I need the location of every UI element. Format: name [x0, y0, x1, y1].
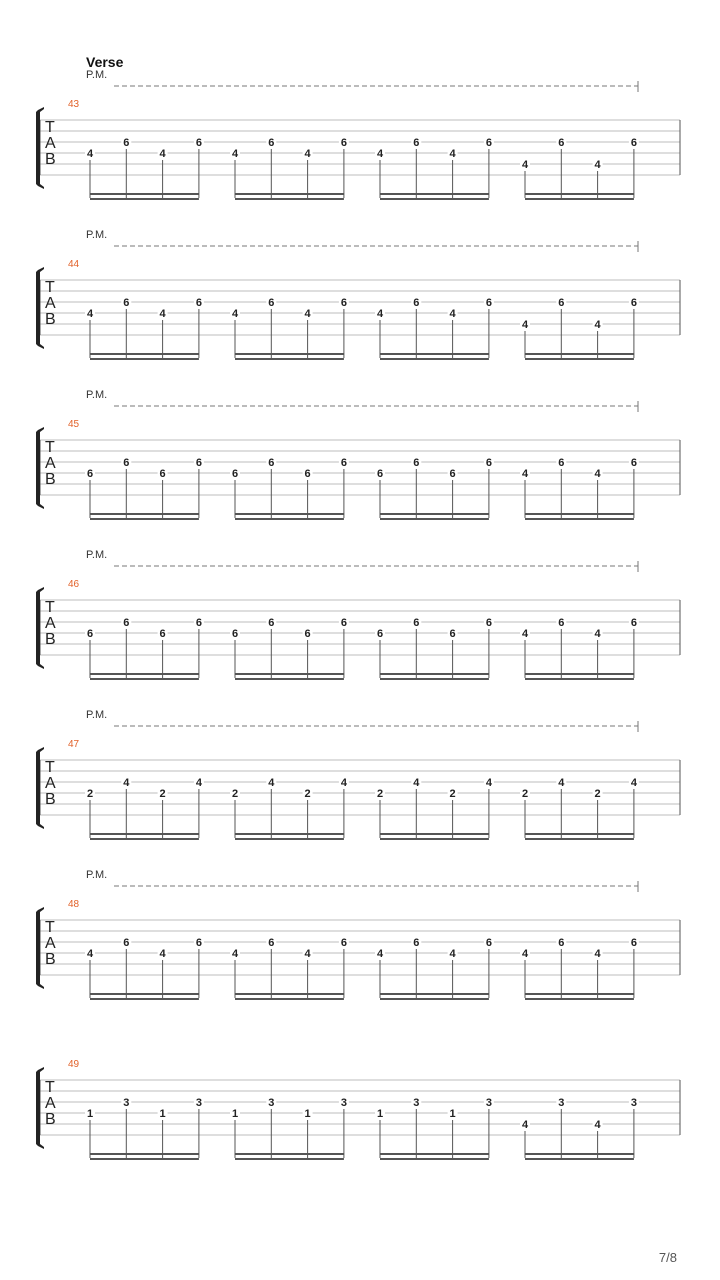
fret-number: 3: [268, 1097, 275, 1109]
fret-number: 4: [594, 1119, 601, 1131]
fret-number: 3: [123, 1097, 130, 1109]
tab-system: [0, 704, 720, 864]
fret-number: 6: [86, 468, 94, 480]
beam: [380, 998, 489, 1000]
fret-number: 6: [630, 617, 637, 629]
palm-mute-label: P.M.: [86, 549, 108, 561]
fret-number: 6: [195, 617, 202, 629]
beam: [235, 353, 344, 355]
fret-number: 4: [594, 468, 601, 480]
fret-number: 4: [558, 777, 565, 789]
fret-number: 4: [594, 628, 601, 640]
fret-number: 2: [159, 788, 166, 800]
measure-number: 46: [68, 579, 80, 590]
fret-number: 3: [558, 1097, 565, 1109]
beam: [235, 193, 344, 195]
beam: [235, 513, 344, 515]
tab-clef-letter: B: [45, 1111, 56, 1128]
beam: [90, 1153, 199, 1155]
beam: [90, 198, 199, 200]
beam: [380, 513, 489, 515]
beam: [90, 998, 199, 1000]
fret-number: 6: [159, 628, 166, 640]
fret-number: 6: [413, 297, 420, 309]
fret-number: 6: [268, 137, 275, 149]
tab-clef-letter: T: [45, 599, 55, 616]
fret-number: 6: [195, 137, 202, 149]
beam: [90, 358, 199, 360]
system-bracket: [36, 107, 44, 189]
fret-number: 6: [413, 617, 420, 629]
fret-number: 1: [86, 1108, 94, 1120]
fret-number: 4: [521, 1119, 529, 1131]
beam: [380, 838, 489, 840]
tab-clef-letter: B: [45, 951, 56, 968]
tab-clef-letter: B: [45, 791, 56, 808]
tab-staff-svg: [0, 64, 720, 224]
tab-staff-svg: [0, 384, 720, 544]
fret-number: 1: [231, 1108, 239, 1120]
beam: [525, 833, 634, 835]
tab-system: [0, 864, 720, 1024]
page-number: 7/8: [658, 1250, 677, 1265]
beam: [380, 198, 489, 200]
beam: [90, 993, 199, 995]
fret-number: 2: [304, 788, 311, 800]
beam: [380, 518, 489, 520]
fret-number: 6: [558, 457, 565, 469]
tab-clef-letter: T: [45, 1079, 55, 1096]
tab-clef-letter: A: [45, 295, 56, 312]
tab-clef-letter: T: [45, 279, 55, 296]
fret-number: 4: [123, 777, 130, 789]
beam: [525, 1153, 634, 1155]
fret-number: 4: [231, 148, 239, 160]
fret-number: 4: [159, 148, 166, 160]
system-bracket: [36, 267, 44, 349]
fret-number: 6: [449, 468, 456, 480]
palm-mute-label: P.M.: [86, 69, 108, 81]
beam: [90, 513, 199, 515]
fret-number: 6: [195, 937, 202, 949]
measure-number: 44: [68, 259, 80, 270]
tab-clef-letter: A: [45, 135, 56, 152]
fret-number: 2: [231, 788, 239, 800]
fret-number: 6: [558, 137, 565, 149]
fret-number: 4: [521, 628, 529, 640]
section-title: Verse: [86, 54, 124, 70]
beam: [235, 833, 344, 835]
beam: [380, 358, 489, 360]
beam: [525, 198, 634, 200]
fret-number: 6: [123, 457, 130, 469]
tab-staff-svg: [0, 1024, 720, 1184]
beam: [525, 358, 634, 360]
fret-number: 4: [376, 308, 384, 320]
fret-number: 6: [413, 137, 420, 149]
measure-number: 47: [68, 739, 80, 750]
tab-clef-letter: T: [45, 439, 55, 456]
fret-number: 4: [376, 148, 384, 160]
fret-number: 2: [521, 788, 529, 800]
fret-number: 4: [594, 319, 601, 331]
measure-number: 43: [68, 99, 80, 110]
beam: [90, 678, 199, 680]
fret-number: 6: [630, 297, 637, 309]
fret-number: 2: [594, 788, 601, 800]
fret-number: 6: [630, 937, 637, 949]
tab-system: [0, 544, 720, 704]
fret-number: 6: [304, 468, 311, 480]
fret-number: 6: [376, 468, 384, 480]
fret-number: 6: [231, 468, 239, 480]
fret-number: 3: [630, 1097, 637, 1109]
beam: [525, 353, 634, 355]
fret-number: 4: [630, 777, 637, 789]
beam: [525, 993, 634, 995]
tab-staff-svg: [0, 544, 720, 704]
fret-number: 6: [340, 937, 347, 949]
fret-number: 6: [630, 457, 637, 469]
fret-number: 3: [340, 1097, 347, 1109]
beam: [90, 833, 199, 835]
beam: [525, 1158, 634, 1160]
beam: [525, 838, 634, 840]
tab-clef-letter: T: [45, 119, 55, 136]
tab-system: [0, 1024, 720, 1184]
beam: [525, 513, 634, 515]
fret-number: 6: [268, 297, 275, 309]
tab-system: [0, 224, 720, 384]
beam: [235, 678, 344, 680]
system-bracket: [36, 427, 44, 509]
fret-number: 6: [558, 297, 565, 309]
fret-number: 1: [449, 1108, 456, 1120]
palm-mute-label: P.M.: [86, 229, 108, 241]
fret-number: 4: [449, 148, 456, 160]
tab-clef-letter: A: [45, 775, 56, 792]
fret-number: 6: [449, 628, 456, 640]
fret-number: 2: [449, 788, 456, 800]
beam: [380, 193, 489, 195]
fret-number: 6: [558, 937, 565, 949]
beam: [90, 673, 199, 675]
fret-number: 4: [159, 308, 166, 320]
tab-clef-letter: A: [45, 455, 56, 472]
beam: [525, 998, 634, 1000]
fret-number: 6: [485, 617, 492, 629]
fret-number: 4: [86, 948, 94, 960]
fret-number: 6: [340, 617, 347, 629]
measure-number: 45: [68, 419, 80, 430]
beam: [525, 518, 634, 520]
beam: [235, 518, 344, 520]
fret-number: 6: [195, 457, 202, 469]
fret-number: 4: [86, 308, 94, 320]
palm-mute-label: P.M.: [86, 869, 108, 881]
tab-staff-svg: [0, 704, 720, 864]
fret-number: 4: [521, 948, 529, 960]
fret-number: 6: [231, 628, 239, 640]
tab-clef-letter: A: [45, 1095, 56, 1112]
fret-number: 4: [86, 148, 94, 160]
fret-number: 6: [413, 937, 420, 949]
fret-number: 6: [413, 457, 420, 469]
fret-number: 4: [340, 777, 347, 789]
tab-clef-letter: B: [45, 631, 56, 648]
beam: [235, 198, 344, 200]
beam: [235, 1158, 344, 1160]
fret-number: 4: [304, 308, 311, 320]
fret-number: 3: [195, 1097, 202, 1109]
tab-system: [0, 384, 720, 544]
fret-number: 6: [340, 297, 347, 309]
fret-number: 4: [376, 948, 384, 960]
fret-number: 2: [376, 788, 384, 800]
fret-number: 6: [123, 937, 130, 949]
system-bracket: [36, 1067, 44, 1149]
measure-number: 48: [68, 899, 80, 910]
tab-system: [0, 64, 720, 224]
fret-number: 6: [304, 628, 311, 640]
beam: [380, 678, 489, 680]
tab-clef-letter: B: [45, 311, 56, 328]
tab-clef-letter: T: [45, 919, 55, 936]
fret-number: 4: [413, 777, 420, 789]
fret-number: 4: [594, 948, 601, 960]
fret-number: 4: [449, 948, 456, 960]
fret-number: 6: [558, 617, 565, 629]
beam: [380, 353, 489, 355]
palm-mute-label: P.M.: [86, 709, 108, 721]
fret-number: 6: [485, 457, 492, 469]
tab-clef-letter: B: [45, 471, 56, 488]
tab-clef-letter: A: [45, 615, 56, 632]
fret-number: 6: [123, 617, 130, 629]
fret-number: 3: [413, 1097, 420, 1109]
fret-number: 6: [630, 137, 637, 149]
fret-number: 6: [159, 468, 166, 480]
tab-staff-svg: [0, 864, 720, 1024]
fret-number: 6: [268, 937, 275, 949]
fret-number: 4: [521, 319, 529, 331]
beam: [380, 1158, 489, 1160]
system-bracket: [36, 587, 44, 669]
beam: [235, 358, 344, 360]
fret-number: 3: [485, 1097, 492, 1109]
beam: [90, 353, 199, 355]
beam: [235, 993, 344, 995]
fret-number: 4: [521, 468, 529, 480]
fret-number: 1: [376, 1108, 384, 1120]
fret-number: 6: [268, 617, 275, 629]
fret-number: 6: [340, 457, 347, 469]
fret-number: 6: [268, 457, 275, 469]
fret-number: 4: [449, 308, 456, 320]
beam: [90, 193, 199, 195]
fret-number: 6: [340, 137, 347, 149]
beam: [235, 998, 344, 1000]
tab-clef-letter: B: [45, 151, 56, 168]
beam: [90, 838, 199, 840]
fret-number: 6: [485, 297, 492, 309]
fret-number: 4: [231, 308, 239, 320]
tab-staff-svg: [0, 224, 720, 384]
beam: [380, 993, 489, 995]
tab-clef-letter: A: [45, 935, 56, 952]
beam: [380, 673, 489, 675]
fret-number: 6: [123, 137, 130, 149]
fret-number: 1: [304, 1108, 311, 1120]
palm-mute-label: P.M.: [86, 389, 108, 401]
fret-number: 6: [485, 137, 492, 149]
fret-number: 6: [123, 297, 130, 309]
measure-number: 49: [68, 1059, 80, 1070]
fret-number: 6: [485, 937, 492, 949]
beam: [525, 678, 634, 680]
fret-number: 6: [195, 297, 202, 309]
fret-number: 4: [304, 948, 311, 960]
fret-number: 6: [86, 628, 94, 640]
fret-number: 4: [159, 948, 166, 960]
beam: [235, 673, 344, 675]
beam: [90, 518, 199, 520]
beam: [380, 833, 489, 835]
fret-number: 4: [231, 948, 239, 960]
fret-number: 4: [304, 148, 311, 160]
beam: [235, 1153, 344, 1155]
fret-number: 4: [195, 777, 202, 789]
tab-clef-letter: T: [45, 759, 55, 776]
fret-number: 4: [521, 159, 529, 171]
beam: [380, 1153, 489, 1155]
fret-number: 2: [86, 788, 94, 800]
system-bracket: [36, 907, 44, 989]
fret-number: 1: [159, 1108, 166, 1120]
fret-number: 4: [485, 777, 492, 789]
fret-number: 6: [376, 628, 384, 640]
beam: [90, 1158, 199, 1160]
beam: [525, 673, 634, 675]
system-bracket: [36, 747, 44, 829]
beam: [235, 838, 344, 840]
fret-number: 4: [268, 777, 275, 789]
beam: [525, 193, 634, 195]
fret-number: 4: [594, 159, 601, 171]
